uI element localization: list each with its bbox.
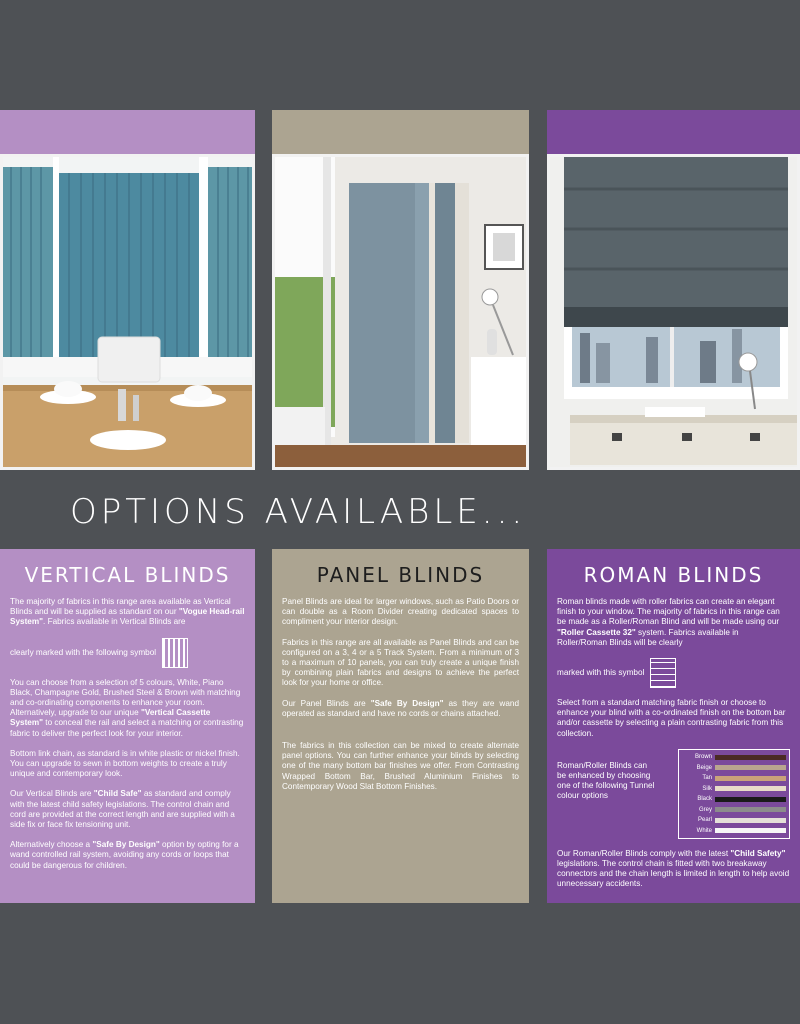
swatch-silk — [715, 786, 786, 791]
vertical-para-2 — [10, 678, 245, 739]
photo-panel-blinds — [272, 154, 529, 470]
swatch-label: Silk — [702, 785, 712, 792]
text-bold: "Vogue Head-rail System" — [10, 607, 245, 627]
vertical-para-symbol — [10, 638, 245, 668]
swatch-row — [682, 762, 786, 773]
text-bold: "Roller Cassette 32" — [557, 627, 636, 637]
swatch-row — [682, 825, 786, 836]
swatch-label: Tan — [702, 775, 712, 782]
swatch-row — [682, 773, 786, 784]
swatch-white — [715, 828, 786, 833]
text: as standard and comply with the latest child safety legislations. The control chain and cord are provided at the correct length and are supplied with a side fix or face fix tensioning unit. — [10, 789, 235, 830]
swatch-row — [682, 783, 786, 794]
text-bold: "Safe By Design" — [370, 698, 444, 708]
panel-para-3 — [282, 699, 519, 719]
panel-para-1: Panel Blinds are ideal for larger windows, such as Patio Doors or can double as a Room Divider creating dedicated spaces to compliment your interior design. — [282, 597, 519, 627]
roman-para-2: Select from a standard matching fabric finish or choose to enhance your blind with a co-ordinated finish on the bottom bar and/or cassette by selecting a plain contrasting fabric from this collection. — [557, 698, 786, 738]
roman-para-3: Roman/Roller Blinds can be enhanced by choosing one of the following Tunnel colour options — [557, 760, 655, 801]
swatch-row — [682, 752, 786, 763]
vertical-para-5 — [10, 840, 245, 871]
photo-vertical-blinds — [0, 154, 255, 470]
vertical-para-4 — [10, 789, 245, 830]
swatch-label: Black — [697, 796, 712, 803]
text-bold: "Safe By Design" — [92, 840, 160, 850]
text: Our Roman/Roller Blinds comply with the latest — [557, 848, 731, 858]
vertical-blind-symbol-icon — [162, 638, 188, 668]
swatch-row — [682, 794, 786, 805]
text-bold: "Vertical Cassette System" — [10, 708, 211, 728]
text: system. Fabrics available in Roller/Roman Blinds will be clearly — [557, 627, 739, 647]
text: Our Panel Blinds are — [282, 698, 371, 708]
text: clearly marked with the following symbol — [10, 647, 157, 657]
swatch-tan — [715, 776, 786, 781]
swatch-brown — [715, 755, 786, 760]
roman-para-symbol — [557, 658, 790, 688]
swatch-label: White — [696, 827, 712, 834]
page-title: OPTIONS AVAILABLE... — [70, 492, 527, 532]
swatch-label: Brown — [694, 754, 712, 761]
roman-blinds-panel — [547, 549, 800, 903]
text: . Fabrics available in Vertical Blinds are — [43, 617, 186, 627]
roman-blinds-title: ROMAN BLINDS — [583, 563, 764, 587]
swatch-label: Grey — [698, 806, 712, 813]
text: Alternatively choose a — [10, 840, 93, 850]
tunnel-options — [557, 749, 790, 839]
roman-para-4 — [557, 849, 790, 890]
text: Our Vertical Blinds are — [10, 789, 94, 799]
swatch-row — [682, 815, 786, 826]
text: as they are wand operated as standard and have no cords or chains attached. — [282, 698, 519, 718]
swatch-row — [682, 804, 786, 815]
swatch-beige — [715, 765, 786, 770]
vertical-blinds-panel — [0, 549, 255, 903]
roman-blind-symbol-icon — [650, 658, 676, 688]
text-bold: "Child Safety" — [730, 848, 786, 858]
text: The majority of fabrics in this range area available as Vertical Blinds and will be supplied as standard on our — [10, 597, 231, 617]
swatch-label: Pearl — [697, 817, 712, 824]
text-bold: "Child Safe" — [93, 789, 142, 799]
text: to conceal the rail and select a matching or contrasting fabric to deliver the perfect look for your interior. — [10, 718, 244, 738]
text: marked with this symbol — [557, 668, 645, 678]
panel-blinds-panel — [272, 549, 529, 903]
panel-blinds-title: PANEL BLINDS — [316, 563, 485, 587]
panel-para-2: Fabrics in this range are all available as Panel Blinds and can be configured on a 3, 4 or a 5 Track System. From a minimum of 3 to a maximum of 10 panels, you can truly create a unique finish by combining plain fabrics and designs to achieve the perfect look for your home or office. — [282, 637, 519, 688]
panel-para-4: The fabrics in this collection can be mixed to create alternate panel options. You can further enhance your blinds by selecting one of the many bottom bar finishes we offer. From Contrasting Wrapped Bottom Bar, Brushed Aluminium Finishes to Contemporary Wood Slat Bottom Finishes. — [282, 741, 519, 791]
roman-para-1 — [557, 597, 790, 648]
vertical-blinds-title: VERTICAL BLINDS — [24, 563, 231, 587]
swatch-label: Beige — [696, 764, 712, 771]
photo-roman-blinds — [547, 154, 800, 470]
swatch-black — [715, 797, 786, 802]
text: option by opting for a wand controlled rail system, avoiding any cords or loops that could be dangerous for children. — [10, 840, 239, 870]
swatch-pearl — [715, 818, 786, 823]
text: You can choose from a selection of 5 colours, White, Piano Black, Champagne Gold, Brushed Steel & Brown with matching and co-ordinating components to enhance your room. Alternatively, upgrade to our unique — [10, 677, 241, 718]
text: legislations. The control chain is fitted with two breakaway connectors and the chain length is limited in length to help avoid unnecessary accidents. — [557, 859, 790, 889]
vertical-para-1 — [10, 597, 245, 628]
vertical-para-3: Bottom link chain, as standard is in white plastic or nickel finish. You can upgrade to sewn in bottom weights to create a truly unique and contemporary look. — [10, 748, 240, 779]
swatch-grey — [715, 807, 786, 812]
text: Roman blinds made with roller fabrics can create an elegant finish to your window. The majority of fabrics in this range can be made as a Roller/Roman Blind and will be made using our — [557, 597, 780, 627]
tunnel-colour-swatches — [678, 749, 790, 839]
